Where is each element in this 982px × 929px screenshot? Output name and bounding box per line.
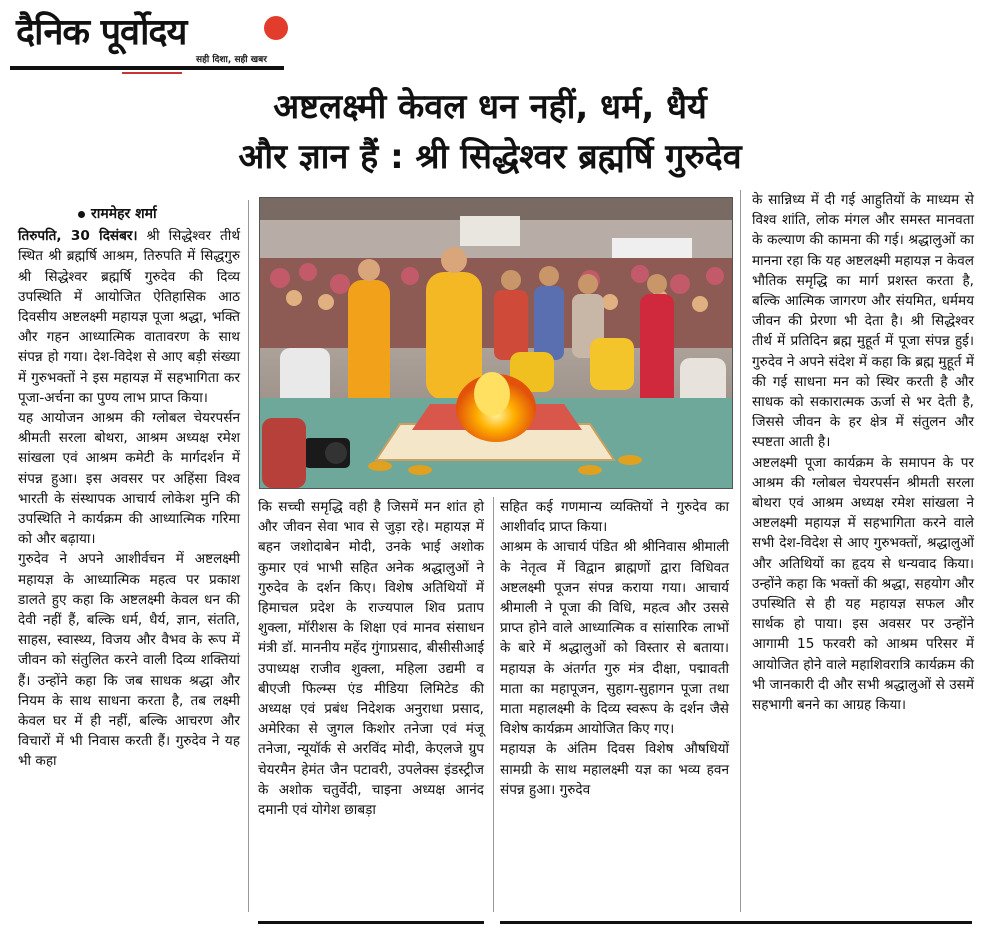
logo-sun-icon [264, 16, 288, 40]
paragraph [18, 226, 240, 408]
masthead [10, 4, 290, 74]
havan-ceremony-photo [260, 198, 732, 488]
bottom-rule [500, 921, 972, 924]
article-column-1 [18, 204, 240, 772]
masthead-tagline: सही दिशा, सही खबर [196, 55, 267, 65]
article-column-3 [500, 497, 729, 800]
paragraph: कि सच्ची समृद्धि वही है जिसमें मन शांत हो और जीवन सेवा भाव से जुड़ा रहे। महायज्ञ में बहन जशोदाबेन मोदी, उनके भाई अशोक कुमार एवं भाभी सहित अनेक श्रद्धालुओं ने गुरुदेव के दर्शन किए। विशेष अतिथियों में हिमाचल प्रदेश के राज्यपाल शिव प्रताप शुक्ला, मॉरीशस के शिक्षा एवं मानव संसाधन मंत्री डॉ. माननीय महेंद गुंगाप्रसाद, बीसीसीआई उपाध्यक्ष राजीव शुक्ला, महिला उद्यमी व बीएजी फिल्म्स एंड मीडिया लिमिटेड की अध्यक्ष एवं प्रबंध निदेशक अनुराधा प्रसाद, अमेरिका से जुगल किशोर तनेजा एवं मंजू तनेजा, न्यूयॉर्क से अरविंद मोदी, केएलजे ग्रुप चेयरमैन हेमंत जैन पटावरी, उपलेक्स इंडस्ट्रीज के अशोक चतुर्वेदी, चाइना अध्यक्ष आनंद दमानी एवं योगेश छाबड़ा [258, 499, 484, 819]
headline [120, 82, 860, 182]
paragraph: यह आयोजन आश्रम की ग्लोबल चेयरपर्सन श्रीमती सरला बोथरा, आश्रम अध्यक्ष रमेश सांखला एवं आश्रम कमेटी के मार्गदर्शन में संपन्न हुआ। इस अवसर पर अहिंसा विश्व भारती के संस्थापक आचार्य लोकेश मुनि की उपस्थिति ने कार्यक्रम की आध्यात्मिक गरिमा को और बढ़ाया। [18, 410, 240, 548]
paragraph: महायज्ञ के अंतिम दिवस विशेष औषधियों सामग्री के साथ महालक्ष्मी यज्ञ का भव्य हवन संपन्न हुआ। गुरुदेव [500, 741, 729, 798]
column-divider [248, 200, 249, 912]
paragraph: के सान्निध्य में दी गई आहुतियों के माध्यम से विश्व शांति, लोक मंगल और समस्त मानवता के कल्याण की कामना की गई। श्रद्धालुओं का मानना रहा कि यह अष्टलक्ष्मी महायज्ञ न केवल भौतिक समृद्धि का मार्ग प्रशस्त करता है, बल्कि आत्मिक जागरण और संयमित, धर्ममय जीवन की प्रेरणा भी देता है। श्री सिद्धेश्वर तीर्थ में प्रतिदिन ब्रह्म मुहूर्त में पूजा संपन्न हुई। गुरुदेव ने अपने संदेश में कहा कि ब्रह्म मुहूर्त में की गई साधना मन को स्थिर करती है और साधक को सकारात्मक ऊर्जा से भर देती है, जिससे जीवन के हर क्षेत्र में संतुलन और स्पष्टता आती है। [752, 192, 974, 451]
headline-line-1: अष्टलक्ष्मी केवल धन नहीं, धर्म, धैर्य [273, 87, 707, 127]
headline-line-2: और ज्ञान हैं : श्री सिद्धेश्वर ब्रह्मर्षि गुरुदेव [238, 137, 742, 177]
column-divider [740, 190, 741, 912]
bullet-icon [78, 211, 85, 218]
paragraph: सहित कई गणमान्य व्यक्तियों ने गुरुदेव का आशीर्वाद प्राप्त किया। [500, 499, 729, 536]
newspaper-logo: दैनिक पूर्वोदय [16, 12, 187, 53]
paragraph: गुरुदेव ने अपने आशीर्वचन में अष्टलक्ष्मी महायज्ञ के आध्यात्मिक महत्व पर प्रकाश डालते हुए कहा कि अष्टलक्ष्मी केवल धन की देवी नहीं हैं, बल्कि धर्म, धैर्य, ज्ञान, संतति, साहस, स्वास्थ्य, विजय और वैभव के रूप में जीवन को संतुलित करने वाली दिव्य शक्तियां हैं। उन्होंने कहा कि जब साधक श्रद्धा और नियम के साथ साधना करता है, तब लक्ष्मी केवल घर में ही नहीं, बल्कि आचरण और विचारों में भी निवास करती हैं। गुरुदेव ने यह भी कहा [18, 551, 240, 770]
dateline: तिरुपति, 30 दिसंबर। [18, 228, 138, 245]
column-divider [493, 497, 494, 912]
byline-author: राममेहर शर्मा [91, 206, 157, 222]
article-column-2 [258, 497, 484, 820]
byline [78, 204, 240, 224]
bottom-rule [258, 921, 484, 924]
paragraph-text: श्री सिद्धेश्वर तीर्थ स्थित श्री ब्रह्मर्षि आश्रम, तिरुपति में सिद्धगुरु श्री सिद्धेश्वर ब्रह्मर्षि गुरुदेव की दिव्य उपस्थिति में आयोजित ऐतिहासिक आठ दिवसीय अष्टलक्ष्मी महायज्ञ पूजा श्रद्धा, भक्ति और गहन आध्यात्मिक वातावरण के साथ संपन्न हो गया। देश-विदेश से आए बड़ी संख्या में गुरुभक्तों ने इस महायज्ञ में सहभागिता कर पूजा-अर्चना का पुण्य लाभ प्राप्त किया। [18, 228, 241, 406]
article-column-4 [752, 190, 974, 715]
event-photo [259, 197, 733, 489]
paragraph: आश्रम के आचार्य पंडित श्री श्रीनिवास श्रीमाली के नेतृत्व में विद्वान ब्राह्मणों द्वारा विधिवत अष्टलक्ष्मी पूजन संपन्न कराया गया। आचार्य श्रीमाली ने पूजा की विधि, महत्व और उससे प्राप्त होने वाले आध्यात्मिक व सांसारिक लाभों के बारे में श्रद्धालुओं को विस्तार से बताया। महायज्ञ के अंतर्गत गुरु मंत्र दीक्षा, पद्मावती माता का महापूजन, सुहाग-सुहागन पूजा तथा माता महालक्ष्मी के दिव्य स्वरूप के दर्शन जैसे विशेष कार्यक्रम आयोजित किए गए। [500, 539, 729, 738]
paragraph: अष्टलक्ष्मी पूजा कार्यक्रम के समापन के पर आश्रम की ग्लोबल चेयरपर्सन श्रीमती सरला बोथरा एवं आश्रम अध्यक्ष रमेश सांखला ने अष्टलक्ष्मी महायज्ञ में सहभागिता करने वाले सभी देश-विदेश से आए गुरुभक्तों, श्रद्धालुओं और अतिथियों का हृदय से धन्यवाद किया। उन्होंने कहा कि भक्तों की श्रद्धा, सहयोग और उपस्थिति से ही यह महायज्ञ सफल और सार्थक हो पाया। इस अवसर पर उन्होंने आगामी 15 फरवरी को आश्रम परिसर में आयोजित होने वाले महाशिवरात्रि कार्यक्रम की भी जानकारी दी और सभी श्रद्धालुओं से उसमें सहभागी बनने का आग्रह किया। [752, 454, 974, 714]
masthead-subrule [122, 72, 182, 74]
masthead-rule [10, 66, 284, 70]
